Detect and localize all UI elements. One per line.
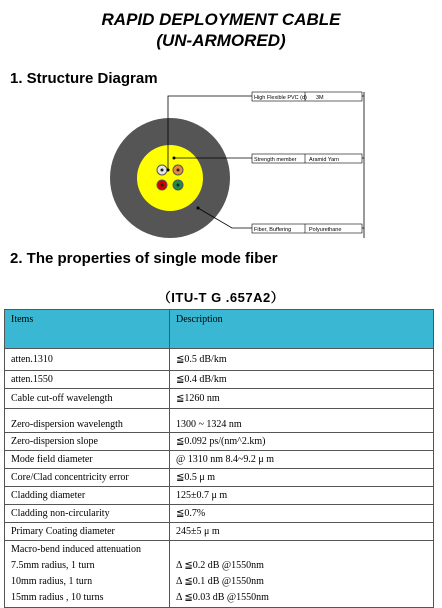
macrobend-item: 10mm radius, 1 turn	[11, 576, 93, 587]
table-row	[5, 409, 434, 433]
table-row	[5, 523, 434, 541]
aramid-core	[137, 145, 203, 211]
row-item: Mode field diameter	[5, 451, 170, 469]
callout-label-buffer: Fiber, Buffering	[254, 227, 292, 233]
row-item: atten.1550	[5, 371, 170, 389]
macrobend-value: Δ ≦0.2 dB @1550nm	[176, 560, 264, 571]
row-desc: ≦1260 nm	[170, 389, 434, 409]
table-row	[5, 433, 434, 451]
row-desc: 125±0.7 μ m	[170, 487, 434, 505]
row-item: Core/Clad concentricity error	[5, 469, 170, 487]
macrobend-items	[5, 541, 170, 608]
macrobend-title: Macro-bend induced attenuation	[11, 544, 141, 555]
table-row	[5, 505, 434, 523]
row-item: Cladding diameter	[5, 487, 170, 505]
table-row	[5, 469, 434, 487]
table-row-macrobend	[5, 541, 434, 608]
callout-value-jacket: 3M	[316, 95, 324, 101]
section-heading-structure: 1. Structure Diagram	[10, 70, 158, 87]
row-desc: 1300 ~ 1324 nm	[170, 409, 434, 433]
header-items: Items	[5, 310, 170, 349]
structure-diagram	[0, 88, 442, 248]
table-row	[5, 349, 434, 371]
row-item: Zero-dispersion wavelength	[5, 409, 170, 433]
table-row	[5, 371, 434, 389]
macrobend-item: 15mm radius , 10 turns	[11, 592, 104, 603]
standard-label: （ITU-T G .657A2）	[157, 290, 285, 305]
row-desc: @ 1310 nm 8.4~9.2 μ m	[170, 451, 434, 469]
properties-table	[4, 309, 434, 608]
row-desc: 245±5 μ m	[170, 523, 434, 541]
row-item: Cable cut-off wavelength	[5, 389, 170, 409]
callout-label-jacket: High Flexible PVC (d)	[254, 95, 307, 101]
row-item: atten.1310	[5, 349, 170, 371]
row-item: Cladding non-circularity	[5, 505, 170, 523]
header-description: Description	[170, 310, 434, 349]
page-subtitle: (UN-ARMORED)	[156, 31, 286, 50]
row-desc: ≦0.7%	[170, 505, 434, 523]
table-row	[5, 487, 434, 505]
row-item: Primary Coating diameter	[5, 523, 170, 541]
row-desc: ≦0.092 ps/(nm^2.km)	[170, 433, 434, 451]
macrobend-item: 7.5mm radius, 1 turn	[11, 560, 95, 571]
macrobend-value: Δ ≦0.03 dB @1550nm	[176, 592, 269, 603]
table-row	[5, 451, 434, 469]
row-desc: ≦0.5 μ m	[170, 469, 434, 487]
table-row	[5, 389, 434, 409]
macrobend-values	[170, 541, 434, 608]
row-desc: ≦0.4 dB/km	[170, 371, 434, 389]
callout-value-strength: Aramid Yarn	[309, 157, 340, 163]
page-title: RAPID DEPLOYMENT CABLE	[101, 10, 341, 29]
row-desc: ≦0.5 dB/km	[170, 349, 434, 371]
row-item: Zero-dispersion slope	[5, 433, 170, 451]
table-header-row	[5, 310, 434, 349]
section-heading-properties: 2. The properties of single mode fiber	[10, 250, 278, 267]
macrobend-value: Δ ≦0.1 dB @1550nm	[176, 576, 264, 587]
callout-value-buffer: Polyurethane	[309, 227, 342, 233]
callout-label-strength: Strength member	[254, 157, 297, 163]
